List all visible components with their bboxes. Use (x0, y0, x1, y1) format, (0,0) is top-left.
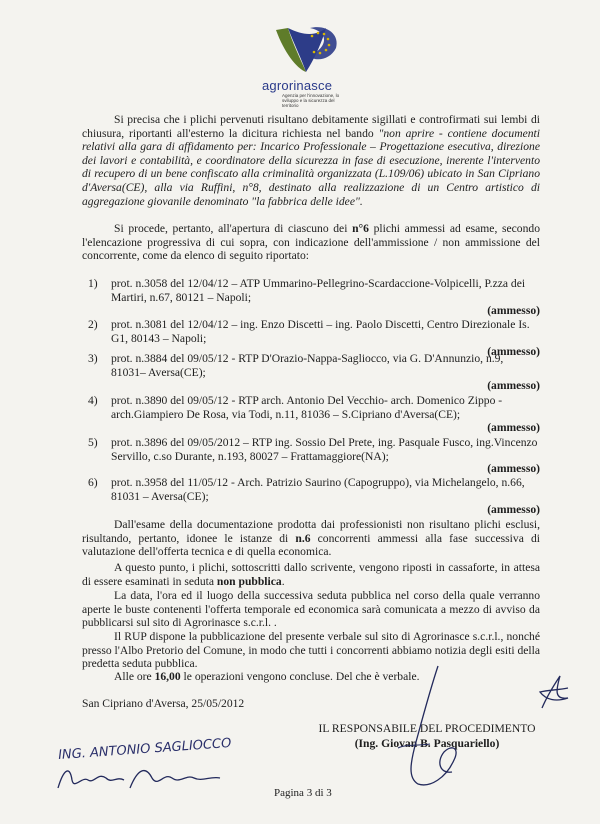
safe-text-1: A questo punto, i plichi, sottoscritti dallo scrivente, vengono riposti in cassaforte, in attesa di essere esaminati in seduta (82, 561, 540, 588)
list-item-text: prot. n.3081 del 12/04/12 – ing. Enzo Discetti – ing. Paolo Discetti, Centro Direzionale Is. G1, 80143 – Napoli; (111, 318, 530, 345)
intro-quote: "non aprire - contiene documenti relativi alla gara di affidamento per: Incarico Professionale – Progettazione esecutiva, direzione dei lavori e contabilità, e coordinatore della sicurezza in fase di esecuzione, inerente l'intervento di recupero di un bene confiscato alla criminalità organizzata (L.109/06) ubicato in San Cipriano d'Aversa(CE), alla via Ruffini, n°8, destinato alla realizzazione di un Centro artistico di aggregazione giovanile denominato "la fabbrica delle idee". (82, 126, 540, 208)
publish-paragraph-1: La data, l'ora ed il luogo della successiva seduta pubblica nel corso della quale verranno aperte le buste contenenti l'offerta temporale ed economica sarà comunicata a mezzo di avviso da pubblicarsi sul sito di Agrorinasce s.c.r.l. . (82, 589, 540, 630)
status-badge: (ammesso) (487, 421, 540, 434)
logo-tagline: Agenzia per l'innovazione, lo sviluppo e la sicurezza del territorio (282, 93, 340, 108)
list-item-number: 2) (88, 318, 98, 331)
list-item-number: 1) (88, 277, 98, 290)
status-badge: (ammesso) (487, 379, 540, 392)
status-badge: (ammesso) (487, 462, 540, 475)
list-item-number: 4) (88, 394, 98, 407)
opening-count: n°6 (352, 222, 369, 235)
place-date: San Cipriano d'Aversa, 25/05/2012 (82, 697, 245, 710)
exam-paragraph (82, 518, 540, 559)
intro-paragraph (82, 113, 540, 208)
handwritten-name: ING. ANTONIO SAGLIOCCO (57, 735, 232, 764)
opening-text-2: plichi ammessi ad esame, secondo l'elencazione progressiva di cui sopra, con indicazione dell'ammissione / non ammissione del concorrente, come da elenco di seguito riportato: (82, 222, 540, 263)
list-item-text: prot. n.3896 del 09/05/2012 – RTP ing. Sossio Del Prete, ing. Pasquale Fusco, ing.Vincenzo Servillo, c.so Durante, n.193, 80027 – Frattamaggiore(NA); (111, 436, 538, 463)
signature-name: (Ing. Giovan B. Pasquariello) (354, 737, 500, 750)
status-badge: (ammesso) (487, 503, 540, 516)
list-item-text: prot. n.3958 del 11/05/12 - Arch. Patrizio Saurino (Capogruppo), via Michelangelo, n.66, 81031 – Aversa(CE); (111, 476, 525, 503)
status-badge: (ammesso) (487, 304, 540, 317)
rup-signature-icon (360, 660, 480, 800)
handwritten-signature-icon (54, 758, 234, 798)
safe-text-2: . (281, 574, 285, 588)
list-item-text: prot. n.3890 del 09/05/12 - RTP arch. Antonio Del Vecchio- arch. Domenico Zippo - arch.Giampiero De Rosa, via Todi, n.11, 81036 – S.Cipriano d'Aversa(CE); (111, 394, 503, 421)
closing-time: 16,00 (154, 670, 181, 683)
list-item-number: 6) (88, 476, 98, 489)
logo-emblem-icon (270, 22, 344, 78)
signature-role: IL RESPONSABILE DEL PROCEDIMENTO (318, 722, 536, 735)
intro-text: Si precisa che i plichi pervenuti risultano debitamente sigillati e controfirmati sui lembi di chiusura, riportanti all'esterno la dicitura richiesta nel bando (82, 113, 540, 140)
closing-text-1: Alle ore (114, 670, 155, 683)
exam-text-2: concorrenti ammessi alla fase successiva di valutazione dell'offerta tecnica e di quella economica. (82, 531, 540, 559)
safe-bold: non pubblica (216, 574, 282, 588)
opening-text-1: Si procede, pertanto, all'apertura di ciascuno dei (114, 222, 353, 235)
logo-brand-name: agrorinasce (262, 78, 333, 93)
publish-paragraph-2: Il RUP dispone la pubblicazione del presente verbale sul sito di Agrorinasce s.c.r.l., nonché presso l'Albo Pretorio del Comune, in modo che tutti i concorrenti abbiamo notizia degli esiti della predetta seduta pubblica. (82, 630, 541, 671)
list-item-number: 5) (88, 436, 98, 449)
list-item-number: 3) (88, 352, 98, 365)
initials-signature-icon (534, 672, 574, 716)
safe-paragraph (82, 561, 540, 588)
exam-text-1: Dall'esame della documentazione prodotta dai professionisti non risultano plichi esclusi, risultando, pertanto, idonee le istanze di (82, 518, 540, 545)
status-badge: (ammesso) (487, 345, 540, 358)
page-number: Pagina 3 di 3 (274, 787, 332, 799)
list-item-text: prot. n.3058 del 12/04/12 – ATP Ummarino-Pellegrino-Scardaccione-Volpicelli, P.zza dei Martiri, n.67, 80121 – Napoli; (111, 277, 526, 304)
list-item-text: prot. n.3884 del 09/05/12 - RTP D'Orazio-Nappa-Sagliocco, via G. D'Annunzio, n.9, 81031– Aversa(CE); (111, 352, 504, 379)
closing-text-2: le operazioni vengono concluse. Del che è verbale. (180, 670, 420, 683)
agrorinasce-logo (262, 22, 352, 118)
opening-paragraph (82, 222, 540, 263)
exam-count: n.6 (295, 531, 311, 545)
